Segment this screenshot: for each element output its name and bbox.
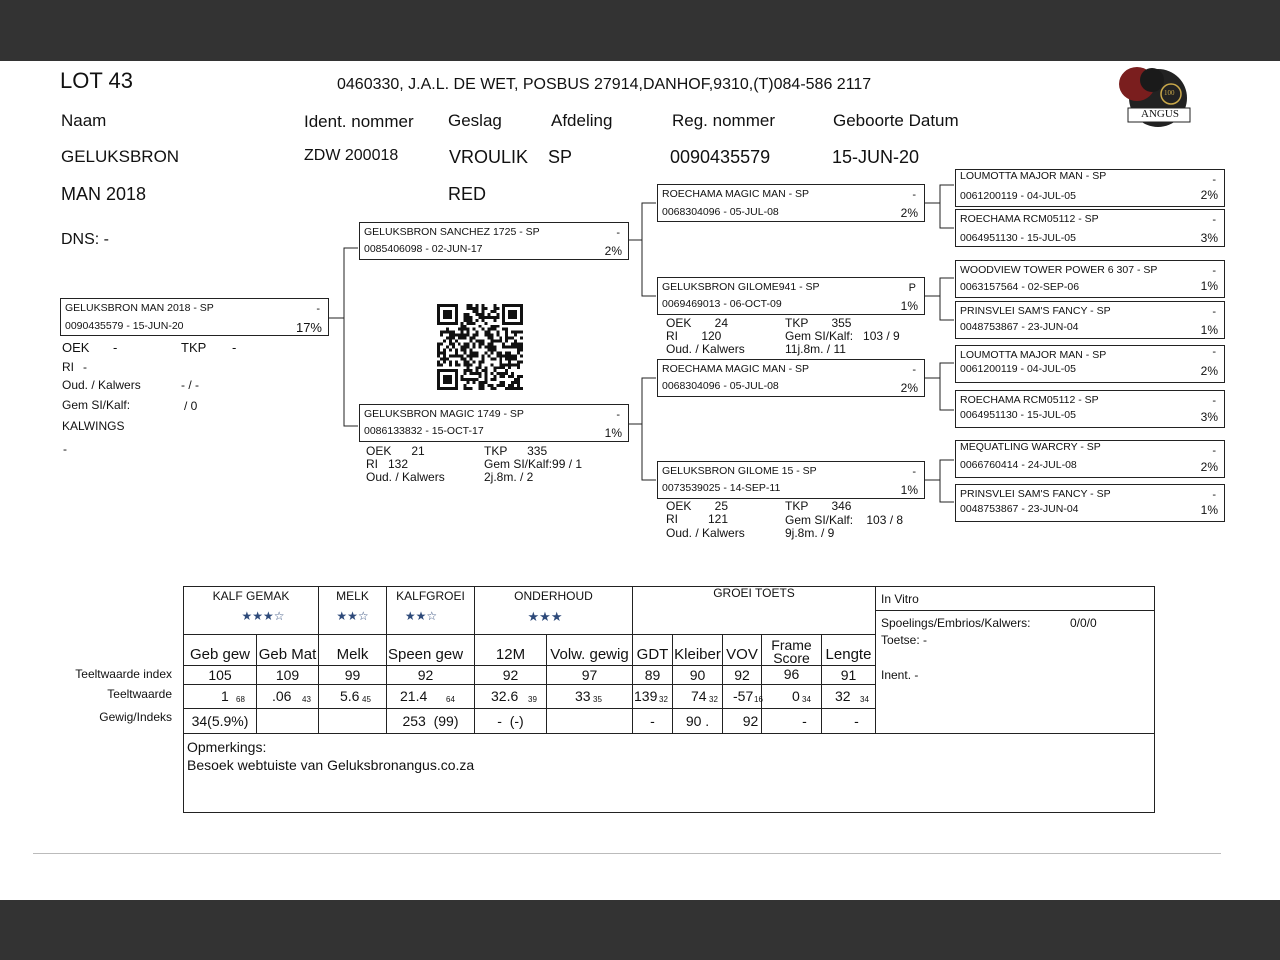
group-kalfgroei: KALFGROEI: [396, 589, 465, 603]
index-12m: 92: [502, 667, 519, 683]
animal-ident: ZDW 200018: [304, 147, 399, 164]
sd-oud: 11j.8m. / 11: [785, 342, 846, 356]
animal-geslag: VROULIK: [449, 147, 529, 167]
col-gdt: GDT: [636, 646, 669, 663]
dd-gem: Gem SI/Kalf: 103 / 8: [785, 513, 904, 527]
dam-ri: RI 132: [366, 457, 409, 471]
group-kalf-gemak: KALF GEMAK: [212, 589, 290, 603]
animal-reg: 0090435579: [670, 147, 771, 167]
animal-name-1: GELUKSBRON: [61, 147, 180, 166]
col-vov: VOV: [726, 646, 758, 663]
row-label-gewig: Gewig/Indeks: [99, 710, 172, 724]
pedigree-gen4-5: LOUMOTTA MAJOR MAN - SP - 0061200119 - 04-JUL-05 2%: [955, 345, 1225, 383]
dam-oud-label: Oud. / Kalwers: [366, 470, 445, 484]
row-label-teeltwaarde: Teeltwaarde: [107, 687, 172, 701]
ebv-gdt: 139: [634, 688, 658, 704]
animal-oek: -: [113, 340, 118, 355]
sd-ri: RI 120: [666, 329, 722, 343]
animal-ri-label: RI: [62, 360, 74, 374]
pedigree-gen4-7: MEQUATLING WARCRY - SP - 0066760414 - 24-JUL-08 2%: [955, 440, 1225, 478]
pedigree-gen4-1: LOUMOTTA MAJOR MAN - SP - 0061200119 - 04-JUL-05 2%: [955, 169, 1225, 207]
col-geb-mat: Geb Mat: [258, 646, 317, 663]
group-onderhoud: ONDERHOUD: [514, 589, 593, 603]
index-kleiber: 90: [689, 667, 706, 683]
footer-divider: [33, 853, 1221, 854]
label-afdeling: Afdeling: [551, 111, 613, 130]
dd-oud-label: Oud. / Kalwers: [666, 526, 745, 540]
weight-kleiber: 90 .: [685, 713, 710, 729]
ebv-geb-gew: 1: [221, 688, 229, 704]
index-melk: 99: [344, 667, 361, 683]
logo-badge: 100: [1164, 89, 1175, 97]
label-naam: Naam: [61, 111, 107, 130]
remarks-text: Besoek webtuiste van Geluksbronangus.co.za: [187, 757, 475, 773]
weight-speen-gew: 253 (99): [402, 713, 459, 729]
dd-oud: 9j.8m. / 9: [785, 526, 835, 540]
pedigree-dam-dam: GELUKSBRON GILOME 15 - SP - 0073539025 - 14-SEP-11 1%: [657, 461, 925, 499]
acc-melk: 45: [362, 695, 371, 704]
spoelings-value: 0/0/0: [1070, 616, 1097, 630]
acc-geb-gew: 68: [236, 695, 245, 704]
animal-dns: DNS: -: [61, 231, 109, 248]
animal-colour: RED: [448, 184, 487, 204]
col-kleiber: Kleiber: [674, 646, 721, 663]
ebv-volw-gewig: 33: [575, 688, 591, 704]
dam-oek: OEK 21: [366, 444, 425, 458]
pedigree-gen4-8: PRINSVLEI SAM'S FANCY - SP - 0048753867 - 23-JUN-04 1%: [955, 484, 1225, 522]
acc-lengte: 34: [860, 695, 869, 704]
group-melk: MELK: [336, 589, 369, 603]
pedigree-dam-sire: ROECHAMA MAGIC MAN - SP - 0068304096 - 05-JUL-08 2%: [657, 359, 925, 397]
col-12m: 12M: [495, 646, 526, 663]
index-lengte: 91: [840, 667, 857, 683]
stars-kalfgroei: ★★☆: [404, 609, 438, 623]
animal-oud-label: Oud. / Kalwers: [62, 378, 141, 392]
weight-vov: 92: [742, 713, 759, 729]
stars-kalf-gemak: ★★★☆: [241, 609, 285, 623]
logo-text: ANGUS: [1141, 108, 1179, 120]
acc-12m: 39: [528, 695, 537, 704]
pedigree-gen4-4: PRINSVLEI SAM'S FANCY - SP - 0048753867 - 23-JUN-04 1%: [955, 301, 1225, 339]
in-vitro: In Vitro: [881, 592, 919, 606]
pedigree-gen4-3: WOODVIEW TOWER POWER 6 307 - SP - 0063157564 - 02-SEP-06 1%: [955, 260, 1225, 298]
ebv-vov: -57: [733, 688, 754, 704]
stars-onderhoud: ★★★: [527, 609, 563, 624]
dd-ri: RI 121: [666, 512, 729, 526]
animal-kalwings-value: -: [63, 442, 67, 456]
animal-gem-label: Gem SI/Kalf:: [62, 398, 131, 412]
ebv-melk: 5.6: [340, 688, 360, 704]
col-geb-gew: Geb gew: [189, 646, 251, 663]
col-lengte: Lengte: [825, 646, 872, 663]
spoelings-label: Spoelings/Embrios/Kalwers:: [881, 616, 1031, 630]
animal-ri: -: [83, 360, 87, 374]
col-volw-gewig: Volw. gewig: [550, 646, 629, 663]
pedigree-subject: GELUKSBRON MAN 2018 - SP - 0090435579 - 15-JUN-20 17%: [60, 298, 329, 336]
ebv-speen-gew: 21.4: [400, 688, 428, 704]
animal-birth: 15-JUN-20: [832, 147, 920, 167]
pedigree-sire: GELUKSBRON SANCHEZ 1725 - SP - 0085406098 - 02-JUN-17 2%: [359, 222, 629, 260]
animal-oud: - / -: [181, 378, 199, 392]
pedigree-dam: GELUKSBRON MAGIC 1749 - SP - 0086133832 - 15-OCT-17 1%: [359, 404, 629, 442]
remarks-label: Opmerkings:: [187, 739, 267, 755]
animal-kalwings: KALWINGS: [62, 419, 125, 433]
sd-oud-label: Oud. / Kalwers: [666, 342, 745, 356]
sd-oek: OEK 24: [666, 316, 729, 330]
animal-afdeling: SP: [548, 147, 573, 167]
pedigree-gen4-6: ROECHAMA RCM05112 - SP - 0064951130 - 15-JUL-05 3%: [955, 390, 1225, 428]
weight-geb-gew: 34(5.9%): [191, 713, 249, 729]
ebv-kleiber: 74: [691, 688, 707, 704]
col-speen-gew: Speen gew: [387, 646, 464, 663]
sd-tkp: TKP 355: [785, 316, 852, 330]
dd-tkp: TKP 346: [785, 499, 852, 513]
animal-gem: / 0: [184, 399, 198, 413]
toetse: Toetse: -: [881, 633, 928, 647]
weight-12m: - (-): [497, 713, 524, 729]
pedigree-gen4-2: ROECHAMA RCM05112 - SP - 0064951130 - 15-JUL-05 3%: [955, 209, 1225, 247]
dam-gem: Gem SI/Kalf:99 / 1: [484, 457, 583, 471]
stars-melk: ★★☆: [336, 609, 369, 623]
col-melk: Melk: [336, 646, 369, 663]
lot-number: LOT 43: [60, 68, 133, 93]
sd-gem: Gem SI/Kalf: 103 / 9: [785, 329, 900, 343]
acc-geb-mat: 43: [302, 695, 311, 704]
index-frame-score: 96: [783, 666, 800, 682]
ebv-12m: 32.6: [491, 688, 519, 704]
animal-tkp-label: TKP: [181, 340, 207, 355]
weight-frame-score: -: [802, 713, 807, 729]
index-volw-gewig: 97: [581, 667, 598, 683]
col-frame-score-top: Frame: [771, 637, 812, 653]
pedigree-sire-sire: ROECHAMA MAGIC MAN - SP - 0068304096 - 05-JUL-08 2%: [657, 184, 925, 222]
acc-gdt: 32: [659, 695, 668, 704]
label-geboorte: Geboorte Datum: [833, 111, 959, 130]
ebv-frame-score: 0: [792, 688, 800, 704]
acc-vov: 16: [754, 695, 763, 704]
acc-frame-score: 34: [802, 695, 811, 704]
dd-oek: OEK 25: [666, 499, 729, 513]
weight-lengte: -: [854, 713, 859, 729]
owner-details: 0460330, J.A.L. DE WET, POSBUS 27914,DANHOF,9310,(T)084-586 2117: [337, 76, 872, 93]
ebv-geb-mat: .06: [272, 688, 292, 704]
acc-kleiber: 32: [709, 695, 718, 704]
label-ident: Ident. nommer: [304, 112, 414, 131]
label-reg: Reg. nommer: [672, 111, 775, 130]
acc-volw-gewig: 35: [593, 695, 602, 704]
weight-gdt: -: [650, 713, 655, 729]
index-geb-mat: 109: [275, 667, 300, 683]
label-geslag: Geslag: [448, 111, 502, 130]
pedigree-sire-dam: GELUKSBRON GILOME941 - SP P 0069469013 - 06-OCT-09 1%: [657, 277, 925, 315]
inent: Inent. -: [881, 668, 919, 682]
row-label-index: Teeltwaarde index: [75, 667, 172, 681]
index-gdt: 89: [644, 667, 661, 683]
animal-name-2: MAN 2018: [61, 184, 147, 204]
index-speen-gew: 92: [417, 667, 434, 683]
col-frame-score-bottom: Score: [773, 650, 810, 666]
acc-speen-gew: 64: [446, 695, 455, 704]
animal-tkp: -: [232, 340, 237, 355]
ebv-lengte: 32: [835, 688, 851, 704]
animal-oek-label: OEK: [62, 340, 90, 355]
dam-oud: 2j.8m. / 2: [484, 470, 534, 484]
index-vov: 92: [734, 667, 750, 683]
group-groei-toets: GROEI TOETS: [713, 586, 795, 600]
index-geb-gew: 105: [208, 667, 232, 683]
dam-tkp: TKP 335: [484, 444, 548, 458]
